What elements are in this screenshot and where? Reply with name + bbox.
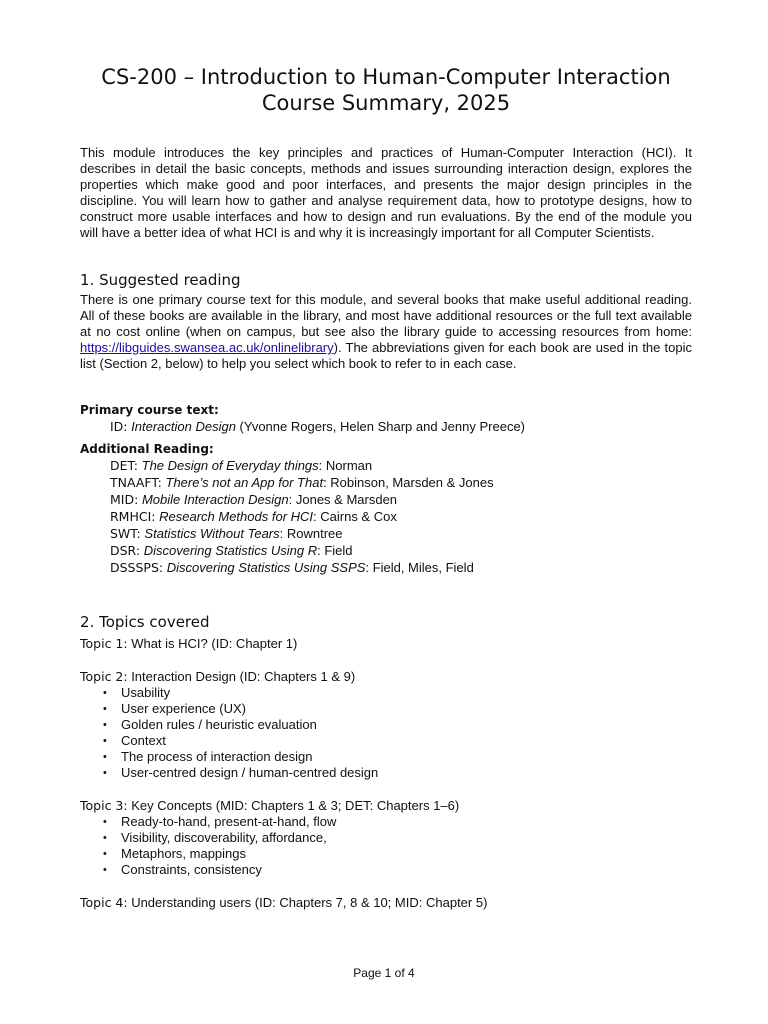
bullet-icon: • <box>103 719 107 731</box>
additional-book <box>80 474 692 491</box>
topic-text: What is HCI? (ID: Chapter 1) <box>127 636 298 651</box>
book-authors: : Norman <box>318 458 373 473</box>
additional-reading-label: Additional Reading: <box>80 442 214 456</box>
book-title: Discovering Statistics Using R <box>143 543 318 558</box>
book-title: Research Methods for HCI <box>159 509 314 524</box>
topic-text: Interaction Design (ID: Chapters 1 & 9) <box>127 669 356 684</box>
book-abbr: TNAAFT: <box>110 475 162 490</box>
book-abbr: DSSSPS: <box>110 560 164 575</box>
para-text-before-link: There is one primary course text for this module, and several books that make useful additional reading. All of these books are available in the library, and most have additional resources or the full text available at no cost online (when on campus, but see also the library guide to accessing resources from home: <box>80 292 692 339</box>
para-text-after-link: ). The abbreviations given for each book are used in the topic list (Section 2, below) to help you select which book to refer to in each case. <box>80 340 692 371</box>
book-title: Statistics Without Tears <box>144 526 280 541</box>
additional-book <box>80 508 692 525</box>
topic-2 <box>80 669 692 685</box>
list-item: • User-centred design / human-centred design <box>103 765 379 780</box>
book-abbr: MID: <box>110 492 139 507</box>
book-authors: : Robinson, Marsden & Jones <box>323 475 494 490</box>
list-item: • Visibility, discoverability, affordance, <box>103 830 327 845</box>
book-authors: : Jones & Marsden <box>288 492 398 507</box>
book-abbr: DSR: <box>110 543 141 558</box>
additional-book <box>80 457 692 474</box>
book-authors: : Rowntree <box>279 526 343 541</box>
additional-book <box>80 525 692 542</box>
bullet-icon: • <box>103 848 107 860</box>
title-line-2: Course Summary, 2025 <box>261 91 511 115</box>
topic-label: Topic 1: <box>80 636 128 651</box>
page-footer: Page 1 of 4 <box>353 966 415 980</box>
primary-text-label: Primary course text: <box>80 403 219 417</box>
section-2-heading: 2. Topics covered <box>80 613 210 631</box>
primary-book <box>80 418 692 435</box>
topic-1 <box>80 636 692 652</box>
list-item: • Usability <box>103 685 171 700</box>
topic-label: Topic 4: <box>80 895 128 910</box>
book-abbr: ID: <box>110 419 128 434</box>
additional-books-list <box>80 457 692 576</box>
topic-3-list <box>80 814 692 878</box>
bullet-icon: • <box>103 703 107 715</box>
book-title: The Design of Everyday things <box>141 458 319 473</box>
book-authors: : Field, Miles, Field <box>365 560 474 575</box>
book-title: Interaction Design <box>131 419 236 434</box>
book-authors: (Yvonne Rogers, Helen Sharp and Jenny Preece) <box>235 419 525 434</box>
topic-label: Topic 3: <box>80 798 128 813</box>
page-title <box>80 64 692 116</box>
topic-text: Key Concepts (MID: Chapters 1 & 3; DET: Chapters 1–6) <box>127 798 460 813</box>
list-item: • Constraints, consistency <box>103 862 262 877</box>
book-abbr: RMHCI: <box>110 509 156 524</box>
topic-text: Understanding users (ID: Chapters 7, 8 & 10; MID: Chapter 5) <box>127 895 488 910</box>
list-item: • Golden rules / heuristic evaluation <box>103 717 317 732</box>
bullet-icon: • <box>103 735 107 747</box>
topic-3 <box>80 798 692 814</box>
title-line-1: CS-200 – Introduction to Human-Computer Interaction <box>101 65 671 89</box>
topic-2-list <box>80 685 692 781</box>
list-item: • Ready-to-hand, present-at-hand, flow <box>103 814 337 829</box>
book-title: Mobile Interaction Design <box>141 492 289 507</box>
list-item: • The process of interaction design <box>103 749 313 764</box>
bullet-icon: • <box>103 767 107 779</box>
bullet-icon: • <box>103 751 107 763</box>
bullet-icon: • <box>103 687 107 699</box>
section-1-heading: 1. Suggested reading <box>80 271 241 289</box>
bullet-icon: • <box>103 864 107 876</box>
bullet-icon: • <box>103 816 107 828</box>
additional-book <box>80 491 692 508</box>
book-title: Discovering Statistics Using SSPS <box>166 560 366 575</box>
list-item: • Metaphors, mappings <box>103 846 247 861</box>
topic-label: Topic 2: <box>80 669 128 684</box>
intro-paragraph: This module introduces the key principles and practices of Human-Computer Interaction (HCI). It describes in detail the basic concepts, methods and issues surrounding interaction design, explores the properties which make good and poor interfaces, and presents the major design principles in the discipline. You will learn how to gather and analyse requirement data, how to prototype designs, how to construct more usable interfaces and how to design and run evaluations. By the end of the module you will have a better idea of what HCI is and why it is increasingly important for all Computer Scientists. <box>80 145 692 240</box>
book-abbr: SWT: <box>110 526 141 541</box>
list-item: • Context <box>103 733 166 748</box>
book-authors: : Cairns & Cox <box>313 509 397 524</box>
book-authors: : Field <box>317 543 353 558</box>
library-guide-link[interactable]: https://libguides.swansea.ac.uk/onlinelibrary <box>80 340 334 355</box>
document-page <box>80 64 692 911</box>
bullet-icon: • <box>103 832 107 844</box>
topic-4 <box>80 895 692 911</box>
book-abbr: DET: <box>110 458 138 473</box>
book-title: There’s not an App for That <box>165 475 324 490</box>
section-1-paragraph <box>80 292 692 372</box>
list-item: • User experience (UX) <box>103 701 246 716</box>
additional-book <box>80 559 692 576</box>
additional-book <box>80 542 692 559</box>
